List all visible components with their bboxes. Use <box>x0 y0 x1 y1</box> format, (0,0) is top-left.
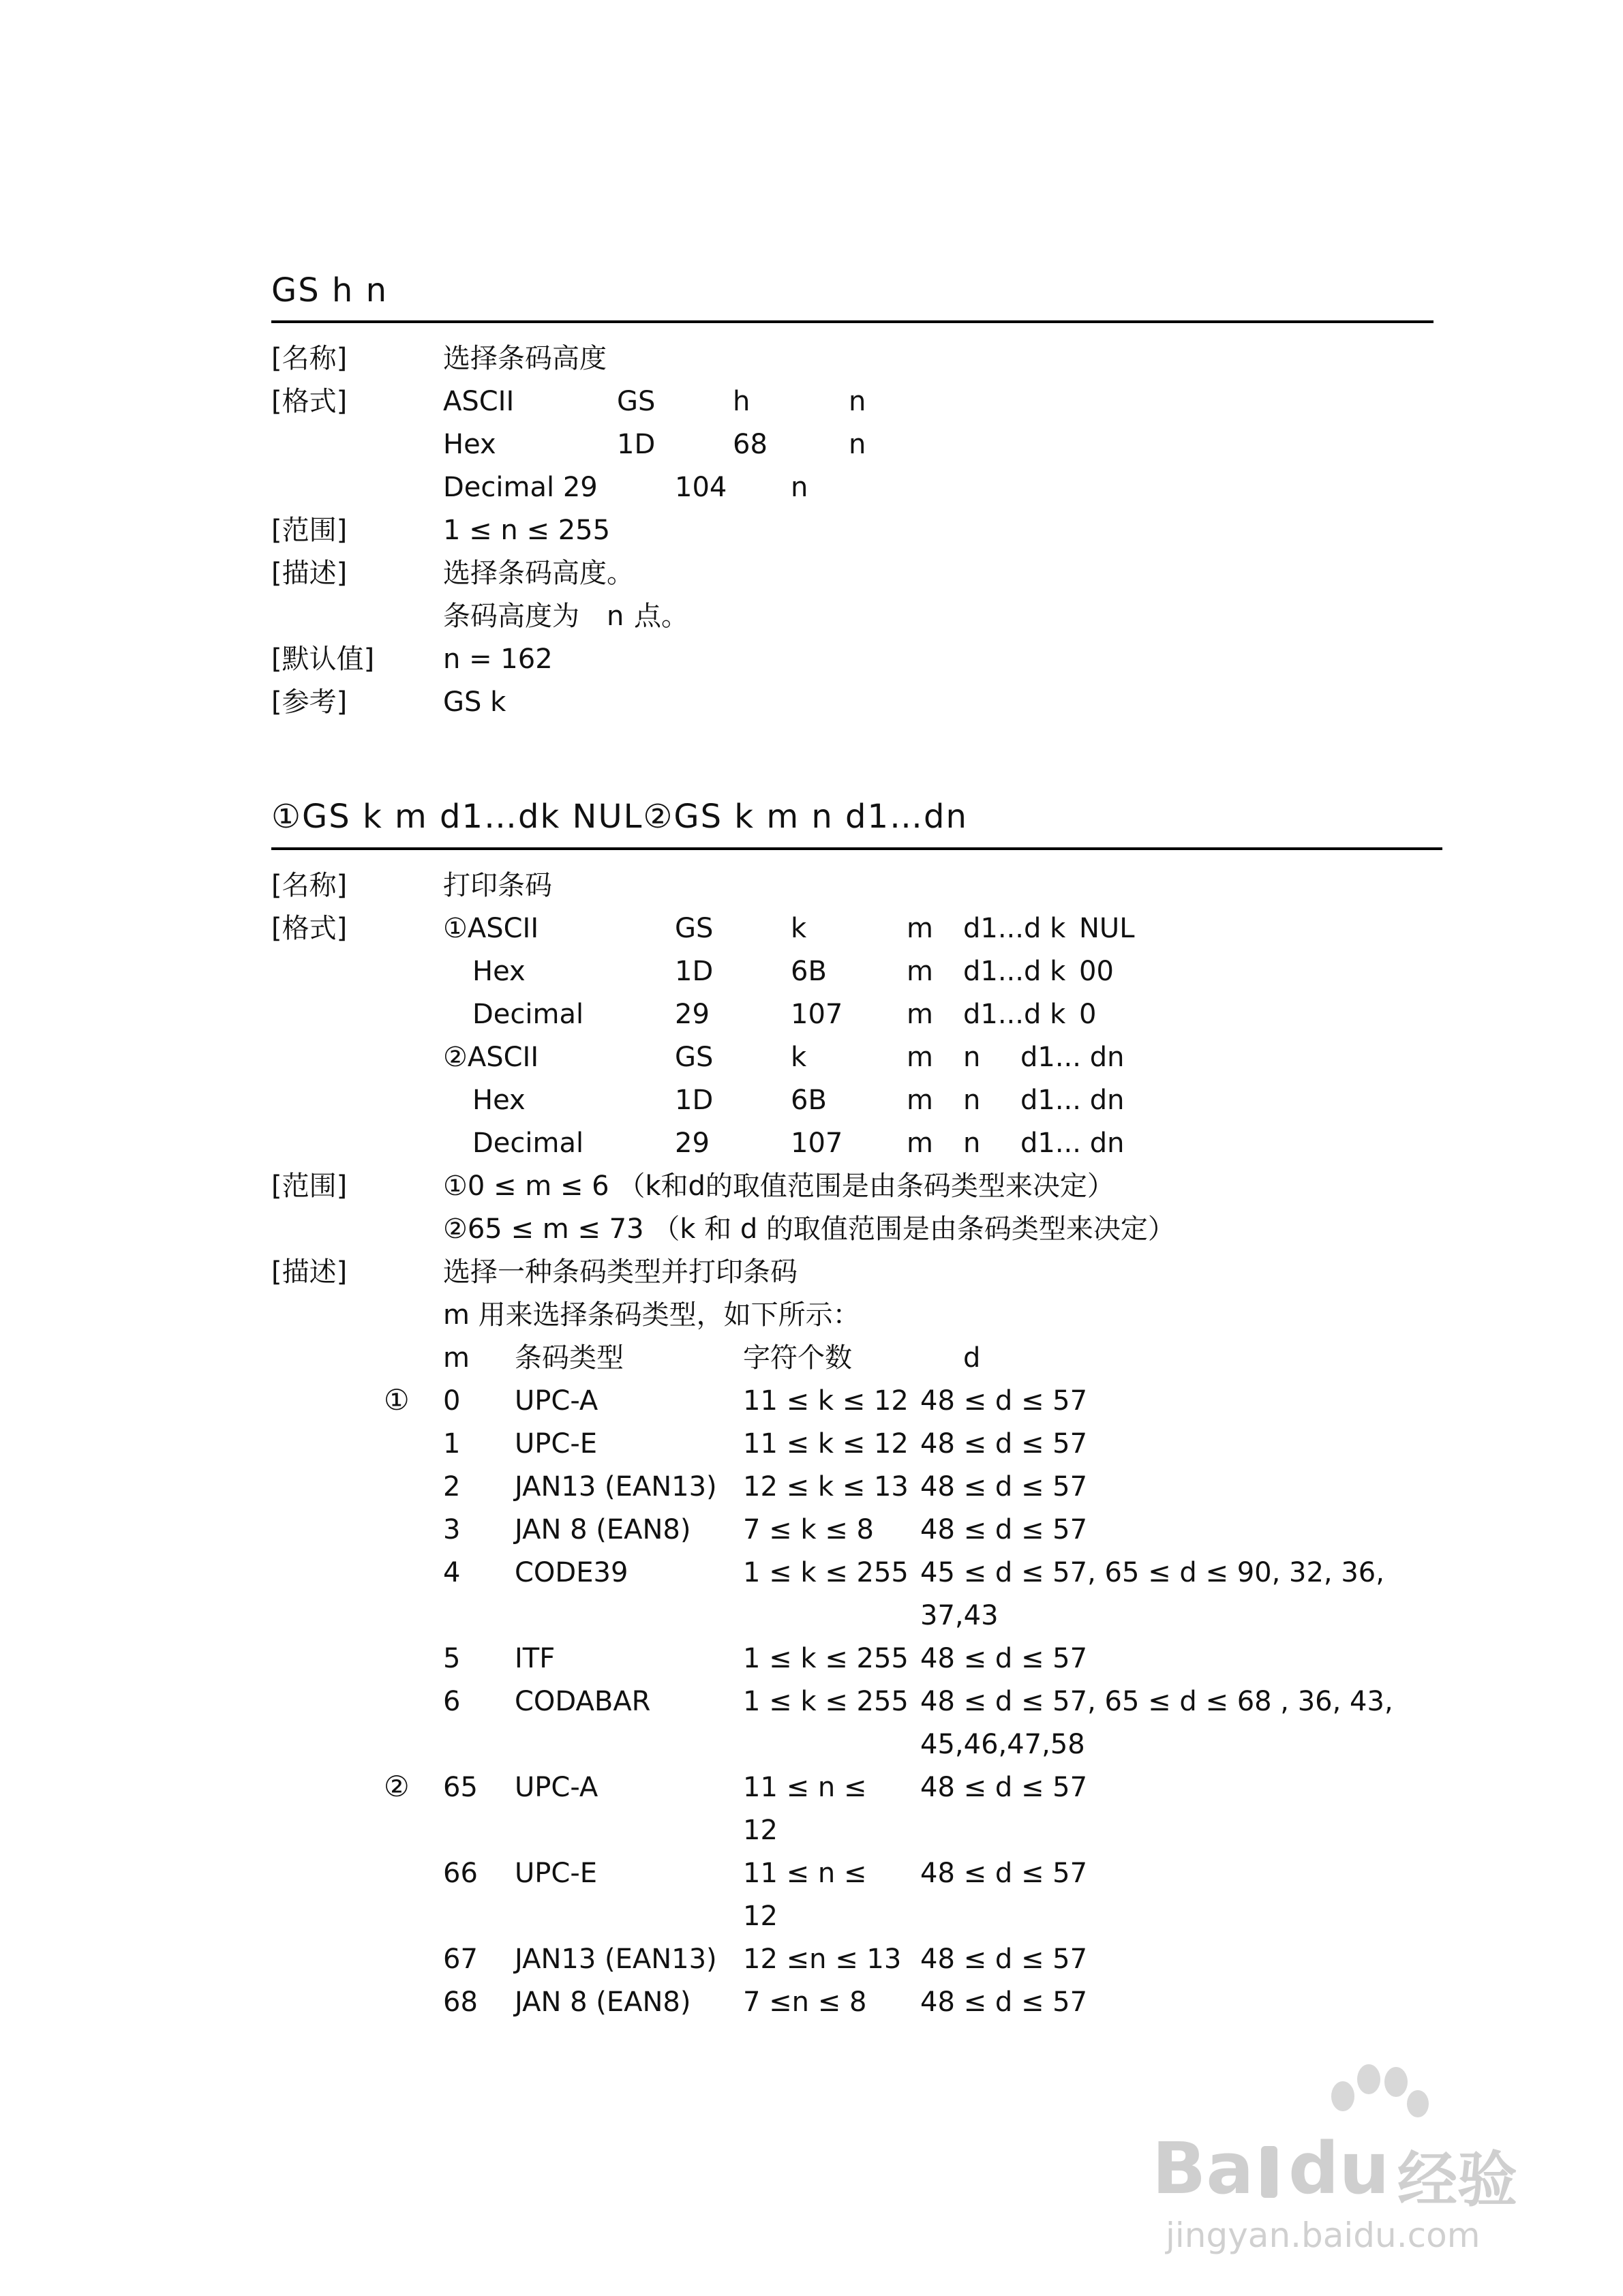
format-cell: h <box>733 386 750 417</box>
format-cell: m <box>907 956 933 987</box>
label-reference: [参考] <box>271 686 348 718</box>
range-value: ②65 ≤ m ≤ 73 （k 和 d 的取值范围是由条码类型来决定） <box>443 1213 1175 1245</box>
table-header-m: m <box>443 1342 470 1374</box>
table-cell-m: 6 <box>443 1686 461 1717</box>
format-cell: n <box>963 1085 981 1116</box>
format-cell: m <box>907 913 933 944</box>
format-cell: 1D <box>617 429 656 460</box>
table-cell-type: JAN13 (EAN13) <box>515 1944 717 1975</box>
table-cell-d: 48 ≤ d ≤ 57 <box>920 1987 1088 2018</box>
format-cell: GS <box>617 386 656 417</box>
table-cell-count: 1 ≤ k ≤ 255 <box>743 1557 909 1588</box>
format-cell: 00 <box>1079 956 1114 987</box>
table-cell-d: 45 ≤ d ≤ 57, 65 ≤ d ≤ 90, 32, 36, <box>920 1557 1384 1588</box>
table-cell-type: UPC-E <box>515 1428 598 1460</box>
format-cell: Hex <box>472 1085 526 1116</box>
label-name: [名称] <box>271 343 348 374</box>
format-cell: GS <box>675 1042 714 1073</box>
label-default: [默认值] <box>271 644 375 675</box>
table-cell-m: 5 <box>443 1643 461 1674</box>
table-cell-m: 1 <box>443 1428 461 1460</box>
table-cell-m: 0 <box>443 1385 461 1417</box>
table-cell-count: 1 ≤ k ≤ 255 <box>743 1686 909 1717</box>
watermark <box>1152 2059 1534 2263</box>
table-header-d: d <box>963 1342 981 1374</box>
table-cell-type: JAN 8 (EAN8) <box>515 1987 691 2018</box>
table-cell-count: 12 ≤ k ≤ 13 <box>743 1471 909 1502</box>
label-name: [名称] <box>271 870 348 901</box>
format-cell: k <box>791 913 807 944</box>
format-cell: d1... dn <box>1020 1042 1125 1073</box>
format-cell: Decimal <box>472 999 584 1030</box>
format-cell: ②ASCII <box>443 1042 539 1073</box>
table-cell-count: 11 ≤ k ≤ 12 <box>743 1428 909 1460</box>
format-cell: 29 <box>675 999 710 1030</box>
description-param: n <box>607 601 624 632</box>
format-cell: d1...d k <box>963 999 1066 1030</box>
format-cell: n <box>963 1042 981 1073</box>
format-cell: ①ASCII <box>443 913 539 944</box>
table-cell-type: UPC-E <box>515 1858 598 1889</box>
format-cell: NUL <box>1079 913 1135 944</box>
reference-value: GS k <box>443 686 506 718</box>
watermark-url: jingyan.baidu.com <box>1166 2216 1481 2255</box>
format-cell: n <box>849 386 866 417</box>
section-divider <box>271 847 1442 850</box>
format-cell: 1D <box>675 956 714 987</box>
table-cell-count: 12 ≤n ≤ 13 <box>743 1944 902 1975</box>
table-cell-d: 48 ≤ d ≤ 57 <box>920 1428 1088 1460</box>
table-cell-count: 11 ≤ n ≤ <box>743 1858 867 1889</box>
table-cell-d-cont: 37,43 <box>920 1600 999 1631</box>
format-cell: 29 <box>675 1128 710 1159</box>
format-cell: 104 <box>675 472 727 503</box>
format-cell: m <box>907 1085 933 1116</box>
table-cell-count-cont: 12 <box>743 1901 778 1932</box>
watermark-brand-cn: 经验 <box>1397 2145 1518 2215</box>
format-cell: k <box>791 1042 807 1073</box>
watermark-paw-i <box>1261 2146 1277 2198</box>
table-cell-type: CODE39 <box>515 1557 628 1588</box>
watermark-brand-a: Ba <box>1152 2127 1254 2210</box>
default-value: n = 162 <box>443 644 553 675</box>
format-cell: m <box>907 1042 933 1073</box>
format-cell: d1...d k <box>963 956 1066 987</box>
label-range: [范围] <box>271 515 348 546</box>
range-value: 1 ≤ n ≤ 255 <box>443 515 611 546</box>
format-cell: 107 <box>791 1128 843 1159</box>
format-cell: n <box>963 1128 981 1159</box>
format-cell: Hex <box>472 956 526 987</box>
table-cell-count: 11 ≤ n ≤ <box>743 1772 867 1803</box>
label-format: [格式] <box>271 386 348 417</box>
table-cell-d: 48 ≤ d ≤ 57 <box>920 1385 1088 1417</box>
table-cell-type: JAN13 (EAN13) <box>515 1471 717 1502</box>
format-cell: ASCII <box>443 386 515 417</box>
table-cell-m: 2 <box>443 1471 461 1502</box>
watermark-brand-b: du <box>1288 2127 1390 2210</box>
format-cell: d1... dn <box>1020 1128 1125 1159</box>
table-header-type: 条码类型 <box>515 1342 624 1374</box>
section-title-gs-h-n: GS h n <box>271 271 389 309</box>
command-name: 打印条码 <box>443 870 552 901</box>
format-cell: 0 <box>1079 999 1097 1030</box>
command-name: 选择条码高度 <box>443 343 607 374</box>
table-cell-d: 48 ≤ d ≤ 57 <box>920 1471 1088 1502</box>
table-cell-type: ITF <box>515 1643 556 1674</box>
format-cell: m <box>907 999 933 1030</box>
table-cell-m: 66 <box>443 1858 478 1889</box>
table-header-count: 字符个数 <box>743 1342 852 1374</box>
label-format: [格式] <box>271 913 348 944</box>
table-cell-type: CODABAR <box>515 1686 651 1717</box>
description-line: 点。 <box>634 601 688 632</box>
table-cell-count: 7 ≤ k ≤ 8 <box>743 1514 874 1545</box>
section-divider <box>271 320 1434 323</box>
table-cell-type: JAN 8 (EAN8) <box>515 1514 691 1545</box>
table-cell-d: 48 ≤ d ≤ 57 <box>920 1643 1088 1674</box>
format-cell: Decimal 29 <box>443 472 598 503</box>
description-line: 选择一种条码类型并打印条码 <box>443 1256 798 1288</box>
table-cell-d: 48 ≤ d ≤ 57 <box>920 1858 1088 1889</box>
description-line: 条码高度为 <box>443 601 579 632</box>
format-cell: m <box>907 1128 933 1159</box>
table-cell-d: 48 ≤ d ≤ 57, 65 ≤ d ≤ 68 , 36, 43, <box>920 1686 1393 1717</box>
format-cell: 1D <box>675 1085 714 1116</box>
format-cell: 107 <box>791 999 843 1030</box>
range-value: ①0 ≤ m ≤ 6 （k和d的取值范围是由条码类型来决定） <box>443 1170 1114 1202</box>
label-range: [范围] <box>271 1170 348 1202</box>
table-cell-count-cont: 12 <box>743 1815 778 1846</box>
table-cell-m: 68 <box>443 1987 478 2018</box>
group-marker-2: ② <box>384 1770 410 1803</box>
table-cell-m: 3 <box>443 1514 461 1545</box>
format-cell: 6B <box>791 1085 827 1116</box>
group-marker-1: ① <box>384 1383 410 1417</box>
table-cell-type: UPC-A <box>515 1385 598 1417</box>
description-line: 选择条码高度。 <box>443 558 634 589</box>
table-cell-d: 48 ≤ d ≤ 57 <box>920 1514 1088 1545</box>
table-cell-d: 48 ≤ d ≤ 57 <box>920 1772 1088 1803</box>
format-cell: d1... dn <box>1020 1085 1125 1116</box>
format-cell: GS <box>675 913 714 944</box>
section-title-gs-k: ①GS k m d1…dk NUL②GS k m n d1…dn <box>271 798 968 836</box>
format-cell: 6B <box>791 956 827 987</box>
label-description: [描述] <box>271 1256 348 1288</box>
table-cell-m: 67 <box>443 1944 478 1975</box>
format-cell: n <box>849 429 866 460</box>
format-cell: d1...d k <box>963 913 1066 944</box>
label-description: [描述] <box>271 558 348 589</box>
table-cell-count: 11 ≤ k ≤ 12 <box>743 1385 909 1417</box>
table-cell-d: 48 ≤ d ≤ 57 <box>920 1944 1088 1975</box>
format-cell: Hex <box>443 429 496 460</box>
format-cell: Decimal <box>472 1128 584 1159</box>
description-line: m 用来选择条码类型，如下所示： <box>443 1299 860 1331</box>
format-cell: 68 <box>733 429 768 460</box>
table-cell-count: 1 ≤ k ≤ 255 <box>743 1643 909 1674</box>
format-cell: n <box>791 472 808 503</box>
table-cell-count: 7 ≤n ≤ 8 <box>743 1987 867 2018</box>
table-cell-m: 4 <box>443 1557 461 1588</box>
table-cell-d-cont: 45,46,47,58 <box>920 1729 1085 1760</box>
table-cell-type: UPC-A <box>515 1772 598 1803</box>
table-cell-m: 65 <box>443 1772 478 1803</box>
